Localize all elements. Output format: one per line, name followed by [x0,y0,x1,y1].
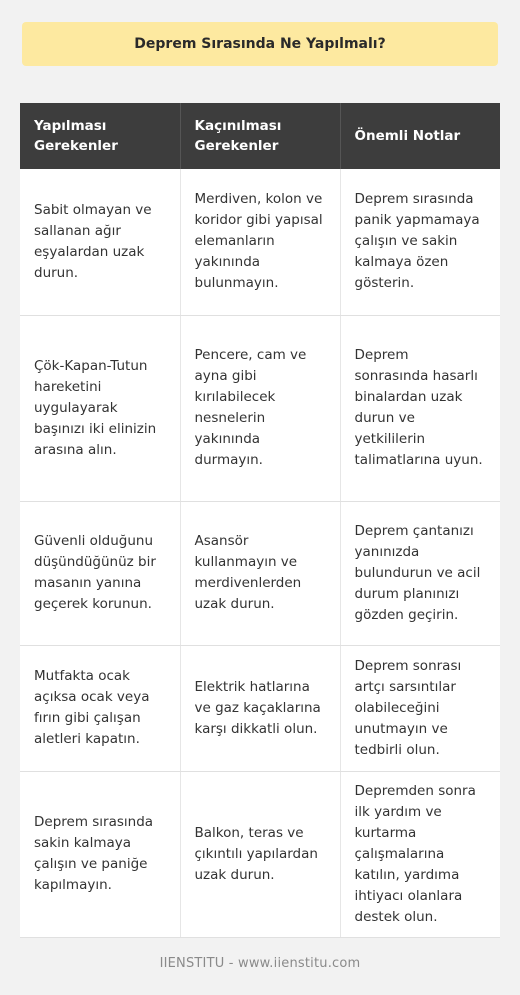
table-cell: Balkon, teras ve çıkıntılı yapılardan uzak durun. [180,771,340,937]
table-cell: Çök-Kapan-Tutun hareketini uygulayarak başınızı iki elinizin arasına alın. [20,315,180,501]
table-cell: Deprem sonrası artçı sarsıntılar olabileceğini unutmayın ve tedbirli olun. [340,645,500,771]
table-cell: Deprem çantanızı yanınızda bulundurun ve acil durum planınızı gözden geçirin. [340,501,500,645]
table-cell: Pencere, cam ve ayna gibi kırılabilecek nesnelerin yakınında durmayın. [180,315,340,501]
earthquake-guide-table [20,103,500,938]
table-cell: Elektrik hatlarına ve gaz kaçaklarına karşı dikkatli olun. [180,645,340,771]
page-title: Deprem Sırasında Ne Yapılmalı? [22,22,498,66]
column-header-dos: Yapılması Gerekenler [20,103,180,169]
table-cell: Güvenli olduğunu düşündüğünüz bir masanın yanına geçerek korunun. [20,501,180,645]
table-row [20,645,500,771]
table-cell: Sabit olmayan ve sallanan ağır eşyalardan uzak durun. [20,169,180,315]
column-header-notes: Önemli Notlar [340,103,500,169]
table-cell: Mutfakta ocak açıksa ocak veya fırın gibi çalışan aletleri kapatın. [20,645,180,771]
column-header-donts: Kaçınılması Gerekenler [180,103,340,169]
table-cell: Deprem sırasında panik yapmamaya çalışın ve sakin kalmaya özen gösterin. [340,169,500,315]
table-cell: Merdiven, kolon ve koridor gibi yapısal elemanların yakınında bulunmayın. [180,169,340,315]
table-row [20,169,500,315]
table-cell: Depremden sonra ilk yardım ve kurtarma çalışmalarına katılın, yardıma ihtiyacı olanlara destek olun. [340,771,500,937]
table-cell: Deprem sırasında sakin kalmaya çalışın ve paniğe kapılmayın. [20,771,180,937]
table-cell: Asansör kullanmayın ve merdivenlerden uzak durun. [180,501,340,645]
table-row [20,315,500,501]
table-cell: Deprem sonrasında hasarlı binalardan uzak durun ve yetkililerin talimatlarına uyun. [340,315,500,501]
guide-table [20,103,500,938]
table-row [20,501,500,645]
footer-credit: IIENSTITU - www.iienstitu.com [159,956,361,971]
table-header-row [20,103,500,169]
table-row [20,771,500,937]
